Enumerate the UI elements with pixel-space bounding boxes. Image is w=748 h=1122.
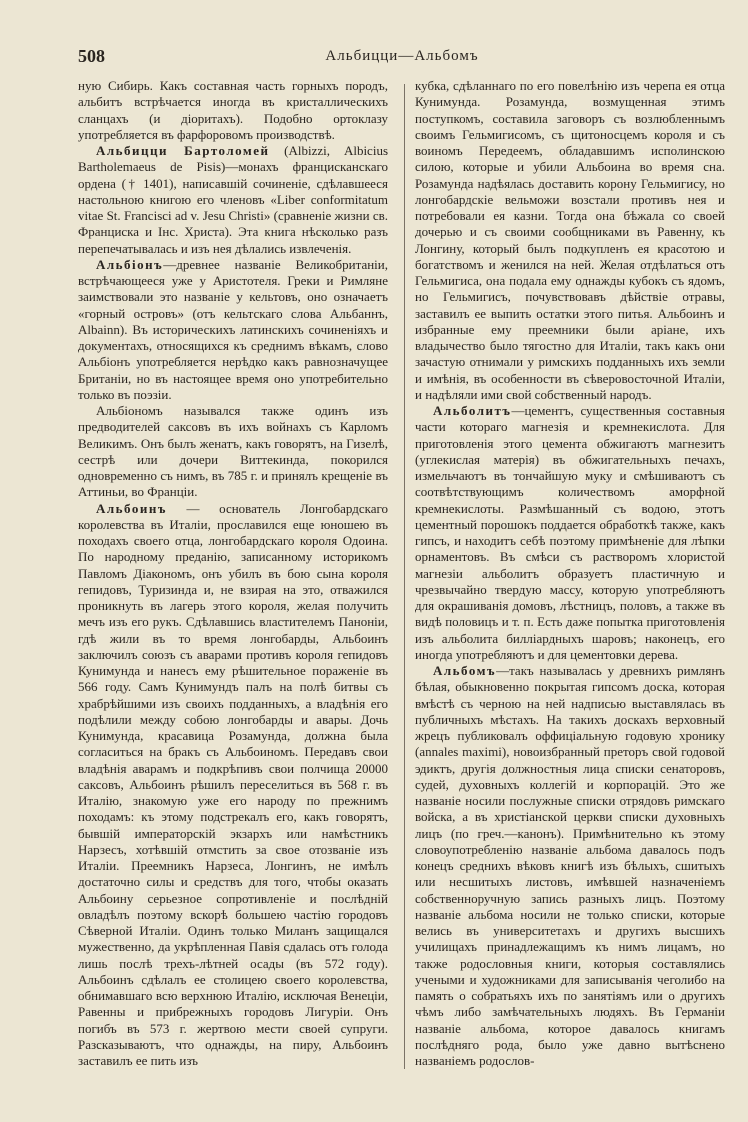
article-text: ную Сибирь. Какъ составная часть горныхъ породъ, альбитъ встрѣчается иногда въ кристаллическихъ сланцахъ (и діоритахъ). Подобно ортоклазу употребляется въ фарфоровомъ производствѣ. [78, 78, 388, 142]
continued-paragraph [415, 78, 725, 403]
article-paragraph [78, 143, 388, 257]
article-headword: Альбіонъ [96, 256, 164, 272]
running-head: Альбицци—Альбомъ [325, 48, 479, 64]
article-text: — основатель Лонгобардскаго королевства въ Италіи, прославился еще юношею въ походахъ своего отца, лонгобардскаго короля Одоина. По народному преданію, записанному историкомъ Павломъ Діакономъ, онъ убилъ въ бою сына короля гепидовъ, Туризинда и, не взирая на это, отважился проникнуть въ лагерь этого короля, желая получить мечъ изъ его рукъ. Сдѣлавшись властителемъ Паноніи, гдѣ жили въ то время лонгобарды, Альбоинъ заключилъ союзъ съ аварами противъ короля гепидовъ Кунимунда и нанесъ ему рѣшительное пораженіе въ 566 году. Самъ Кунимундъ палъ на полѣ битвы съ храбрѣйшими изъ своихъ подданныхъ, а владѣнія его подѣлили между собою лонгобарды и авары. Дочь Кунимунда, красавица Розамунда, должна была согласиться на бракъ съ Альбоиномъ. Передавъ свои владѣнія аварамъ и подкрѣпивъ свои полчища 20000 саксовъ, Альбоинъ рѣшилъ переселиться въ 568 г. въ Италію, знакомую уже его народу по прежнимъ походамъ: къ этому подстрекалъ его, какъ говорятъ, бывшій императорскій экзархъ или намѣстникъ Нарзесъ, хотѣвшій отмстить за свое отозваніе изъ Италіи. Преемникъ Нарзеса, Лонгинъ, не имѣлъ достаточно силы и средствъ для того, чтобы оказать Альбоину серьезное сопротивленіе и послѣдній овладѣлъ поэтому вскорѣ большею частію городовъ Сѣверной Италіи. Одинъ только Миланъ защищался мужественно, да укрѣпленная Павія сдалась отъ голода лишь послѣ трехъ-лѣтней осады (въ 572 году). Альбоинъ сдѣлалъ ее столицею своего королевства, обнимавшаго всю верхнюю Италію, исключая Венеціи, Равенны и прибрежныхъ городовъ Лигуріи. Онъ погибъ въ 573 г. жертвою мести своей супруги. Разсказываютъ, что однажды, на пиру, Альбоинъ заставилъ ее пить изъ [78, 500, 388, 1068]
article-text: Альбіономъ назывался также одинъ изъ предводителей саксовъ въ ихъ войнахъ съ Карломъ Великимъ. Онъ былъ женатъ, какъ говорятъ, на Гизелѣ, сестрѣ или дочери Виттекинда, покорился одновременно съ нимъ, въ 785 г. и принялъ крещеніе въ Аттиньи, во Франціи. [78, 403, 388, 500]
column-divider [404, 84, 405, 1069]
left-column [78, 78, 388, 1078]
page-number: 508 [78, 46, 105, 66]
article-text: —древнее названіе Великобританіи, встрѣчающееся уже у Аристотеля. Греки и Римляне заимствовали это названіе у кельтовъ, оно означаетъ «горный островъ» (отъ кельтскаго слова Альбаннъ, Albainn). Въ историческихъ латинскихъ сочиненіяхъ и документахъ, относящихся къ среднимъ вѣкамъ, слово Альбіонъ употребляется нерѣдко какъ равнозначущее Британіи, но въ настоящее время оно употребительно только въ поэзіи. [78, 256, 388, 402]
article-paragraph [78, 501, 388, 1070]
article-paragraph [78, 257, 388, 403]
article-text: —такъ называлась у древнихъ римлянъ бѣлая, обыкновенно покрытая гипсомъ доска, которая вмѣстѣ съ черною на ней надписью выставлялась въ публичныхъ мѣстахъ. На такихъ доскахъ верховный жрецъ публиковалъ оффиціальную годовую хронику (annales maximi), новоизбранный преторъ свой годовой эдиктъ, другія должностныя лица списки сенаторовъ, судей, духовныхъ коллегій и корпорацій. Это же названіе носили послужные списки отрядовъ римскаго войска, а въ христіанской церкви списки духовныхъ лицъ (по греч.—канонъ). Примѣнительно къ этому словоупотребленію названіе альбома давалось подъ конецъ среднихъ вѣковъ книгѣ изъ бѣлыхъ, сшитыхъ или несшитыхъ листовъ, имѣвшей назначеніемъ собственноручную запись разныхъ лицъ. Поэтому названіе альбома носили не только списки, которые велись въ университетахъ и другихъ высшихъ училищахъ принадлежащимъ къ нимъ лицамъ, но также родословныя книги, которыя составлялись учеными и художниками для записыванія чеголибо на память о собратьяхъ ихъ по занятіямъ или о другихъ чѣмъ либо замѣчательныхъ людяхъ. Въ Германіи названіе альбома, которое давалось книгамъ послѣдняго рода, было уже давно вытѣснено названіемъ родослов- [415, 663, 725, 1068]
article-paragraph [415, 403, 725, 663]
article-headword: Альбомъ [433, 663, 497, 678]
article-text: —цементъ, существенныя составныя части котораго магнезія и кремнекислота. Для приготовленія этого цемента обжигаютъ магнезитъ (углекислая матерія) въ обжигательныхъ печахъ, измельчаютъ въ тончайшую муку и смѣшиваютъ съ соотвѣтствующимъ количествомъ аморфной кремнекислоты. Размѣшанный съ водою, этотъ цементный порошокъ поддается обработкѣ также, какъ гипсъ, и находитъ себѣ поэтому примѣненіе для лѣпки орнаментовъ. Въ смѣси съ растворомъ хлористой магнезіи альболитъ образуетъ пластичную и чрезвычайно твердую массу, которую употребляютъ для окрашиванія домовъ, лѣстницъ, половъ, а также въ видѣ половицъ и т. п. Есть даже попытка приготовленія изъ альболита билліардныхъ шаровъ; наконецъ, его иногда употребляютъ и для цементовки дерева. [415, 403, 725, 662]
article-paragraph [78, 403, 388, 501]
continued-paragraph [78, 78, 388, 143]
article-headword: Альбицци Бартоломей [96, 143, 270, 158]
article-headword: Альболитъ [433, 403, 512, 418]
article-text: кубка, сдѣланнаго по его повелѣнію изъ черепа ея отца Кунимунда. Розамунда, возмущенная этимъ поступкомъ, составила заговоръ съ возлюбленнымъ своимъ Гельмигисомъ, съ щитоносцемъ короля и съ воиномъ Передеемъ, обладавшимъ исполинскою силою, которые и убили Альбоина во время сна. Розамунда надѣялась доставить корону Гельмигису, но лонгобардскіе вельможи возстали противъ нея и потребовали ея казни. Тогда она бѣжала со своей дочерью и съ своими сообщниками въ Равенну, къ Лонгину, который былъ подкупленъ ея красотою и богатствомъ и женился на ней. Желая отдѣлаться отъ Гельмигиса, она подала ему однажды кубокъ съ ядомъ, но Гельмигисъ, почувствовавъ дѣйствіе отравы, заставилъ ее выпить остатки этого питья. Альбоинъ и избранные ему преемники были аріане, ихъ владычество было тягостно для Италіи, такъ какъ они зачастую отнимали у римскихъ подданныхъ ихъ земли и имѣнія, въ особенности въ сѣверовосточной Италіи, и надѣляли ими свой собственный народъ. [415, 78, 725, 402]
article-headword: Альбоинъ [96, 500, 167, 516]
article-text: (Albizzi, Albicius Bartholemaeus de Pisis)—монахъ францисканскаго ордена († 1401), написавшій сочиненіе, сдѣлавшееся настольною книгою его членовъ «Liber conformitatum vitae St. Francisci ad v. Jesu Christi» (сравненіе жизни св. Франциска и Інс. Христа). Эта книга нѣсколько разъ перепечатывалась и изъ нея дѣлались извлеченія. [78, 143, 388, 256]
page-header [78, 46, 726, 70]
article-paragraph [415, 663, 725, 1069]
right-column [415, 78, 725, 1078]
